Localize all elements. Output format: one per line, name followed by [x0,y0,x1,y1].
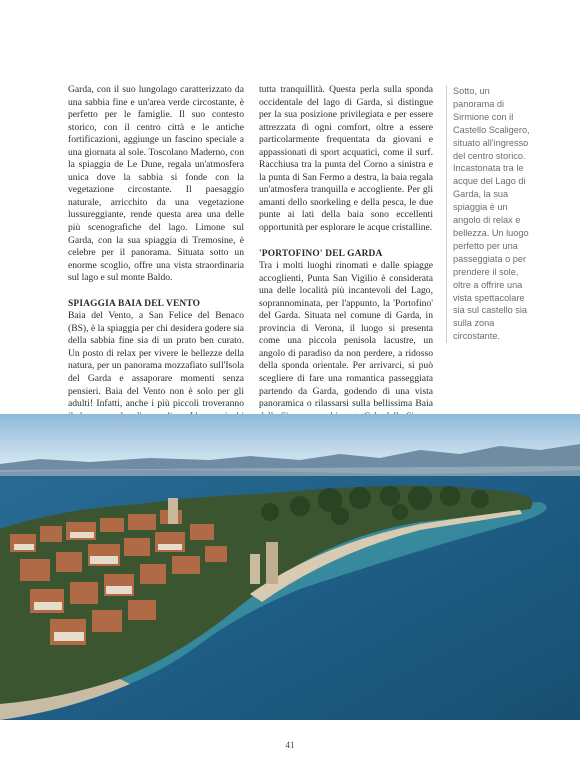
subheading-portofino-del-garda: 'PORTOFINO' DEL GARDA [259,248,383,259]
paragraph: tutta tranquillità. Questa perla sulla sponda occidentale del lago di Garda, si distingue per la sua posizione privilegiata e per essere attrezzata di ogni comfort, oltre a essere particolarmente frequentata da giovani e appassionati di sport acquatici, come il surf. Racchiusa tra la punta del Corno a sinistra e la punta di San Fermo a destra, la baia regala un'atmosfera tranquilla e accogliente. Per gli amanti dello snorkeling e della pesca, le due punte ai lati della baia sono eccellenti opportunità per esplorare le acque cristalline. [259,84,433,234]
paragraph: Garda, con il suo lungolago caratterizzato da una sabbia fine e un'area verde circostante, è perfetto per le famiglie. Il suo contesto storico, con il centro città e le antiche fortificazioni, aggiunge un fascino speciale a una giornata al sole. Toscolano Maderno, con la spiaggia de Le Dune, regala un'atmosfera unica dove la sabbia si fonde con la vegetazione circostante. Il paesaggio naturale, arricchito da una vegetazione lussureggiante, rende questa area una delle più scenografiche del lago. Limone sul Garda, con la sua spiaggia di Tremosine, è celebre per il panorama. Situata sotto un enorme scoglio, offre una vista straordinaria sul lago e sul monte Baldo. [68,84,244,284]
photo-caption: Sotto, un panorama di Sirmione con il Castello Scaligero, situato all'ingresso del centro storico. Incastonata tra le acque del Lago di Garda, la sua spiaggia è un angolo di relax e bellezza. Un luogo perfetto per una passeggiata o per prendere il sole, oltre a offrire una vista spettacolare sia sul castello sia sulla zona circostante. [446,85,531,343]
article-column-2 [259,84,433,461]
page-number: 41 [285,740,295,750]
paragraph: Baia del Vento, a San Felice del Benaco (BS), è la spiaggia per chi desidera godere sia della sabbia fine sia di un prato ben curato. Un posto di relax per vivere le bellezze della natura, per un panorama mozzafiato sull'Isola del Garda e assaporare momenti senza pensieri. Baia del Vento non è solo per gli adulti! Infatti, anche i più piccoli troveranno [68,310,244,410]
subheading-baia-del-vento: SPIAGGIA BAIA DEL VENTO [68,298,201,309]
sirmione-aerial-photo [0,414,580,720]
paragraph: Tra i molti luoghi rinomati e dalle spiagge accoglienti, Punta San Vigilio è considerata una delle località più incantevoli del Lago, soprannominata, per l'appunto, la 'Portofino' del Garda. Situata nel comune di Garda, in provincia di Verona, il luogo si presenta come una piccola penisola lacustre, un angolo di paradiso da non perdere, a ridosso della sponda orientale. Per arrivarci, si può scegliere di fare una romantica passeggiata partendo da Garda, godendo di una vista panoramica o rilassarsi sulla bellissima Baia [259,260,433,410]
